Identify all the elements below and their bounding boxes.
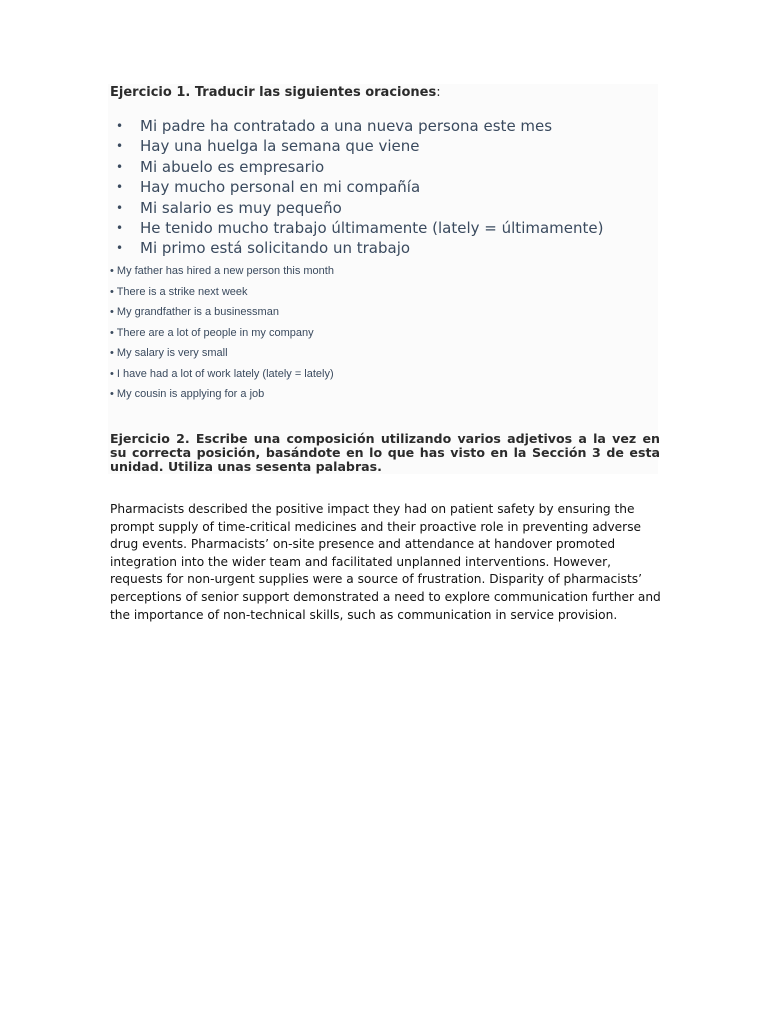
bullet-icon: • [116, 200, 124, 215]
spanish-sentence-list [110, 116, 603, 259]
spanish-sentence-item [110, 136, 603, 156]
exercise-1-heading-colon: : [436, 85, 441, 100]
exercise-1-heading [110, 84, 658, 102]
bullet-icon: • [116, 241, 124, 256]
bullet-icon: • [116, 180, 124, 195]
english-translation-item: • There are a lot of people in my company [110, 326, 314, 339]
spanish-sentence-item [110, 218, 603, 238]
english-translation-item: • My grandfather is a businessman [110, 306, 279, 318]
spanish-sentence-item [110, 198, 603, 218]
exercise-1-heading-text: Ejercicio 1. Traducir las siguientes oraciones [110, 85, 437, 100]
spanish-sentence-text: Hay mucho personal en mi compañía [140, 178, 421, 197]
english-translation-item: • I have had a lot of work lately (lately = lately) [110, 367, 334, 380]
spanish-sentence-text: He tenido mucho trabajo últimamente (lately = últimamente) [140, 218, 604, 237]
bullet-icon: • [116, 119, 124, 133]
english-translation-item: • My cousin is applying for a job [110, 388, 265, 400]
spanish-sentence-text: Mi salario es muy pequeño [140, 198, 342, 217]
spanish-sentence-text: Mi padre ha contratado a una nueva persona este mes [140, 117, 553, 135]
bullet-icon: • [116, 139, 124, 154]
bullet-icon: • [116, 220, 124, 235]
exercise-2-heading: Ejercicio 2. Escribe una composición utilizando varios adjetivos a la vez en su correcta posición, basándote en lo que has visto en la Sección 3 de esta unidad. Utiliza unas sesenta palabras. [110, 431, 660, 474]
spanish-sentence-text: Hay una huelga la semana que viene [140, 137, 420, 156]
bullet-icon: • [116, 159, 124, 174]
english-translation-item: • My salary is very small [110, 347, 228, 359]
spanish-sentence-item [110, 157, 603, 177]
spanish-sentence-item [110, 177, 603, 197]
body-paragraph: Pharmacists described the positive impact they had on patient safety by ensuring the prompt supply of time-critical medicines and their proactive role in preventing adverse drug events. Pharmacists’ on-site presence and attendance at handover promoted integration into the wider team and facilitated unplanned interventions. However, requests for non-urgent supplies were a source of frustration. Disparity of pharmacists’ perceptions of senior support demonstrated a need to explore communication further and the importance of non-technical skills, such as communication in service provision. [110, 502, 661, 622]
english-translation-item: • There is a strike next week [110, 285, 248, 298]
spanish-sentence-text: Mi abuelo es empresario [140, 157, 325, 176]
spanish-sentence-item [110, 116, 603, 136]
english-translation-item: • My father has hired a new person this month [110, 265, 334, 277]
english-translation-list [110, 263, 334, 407]
spanish-sentence-item [110, 238, 603, 258]
spanish-sentence-text: Mi primo está solicitando un trabajo [140, 239, 411, 258]
